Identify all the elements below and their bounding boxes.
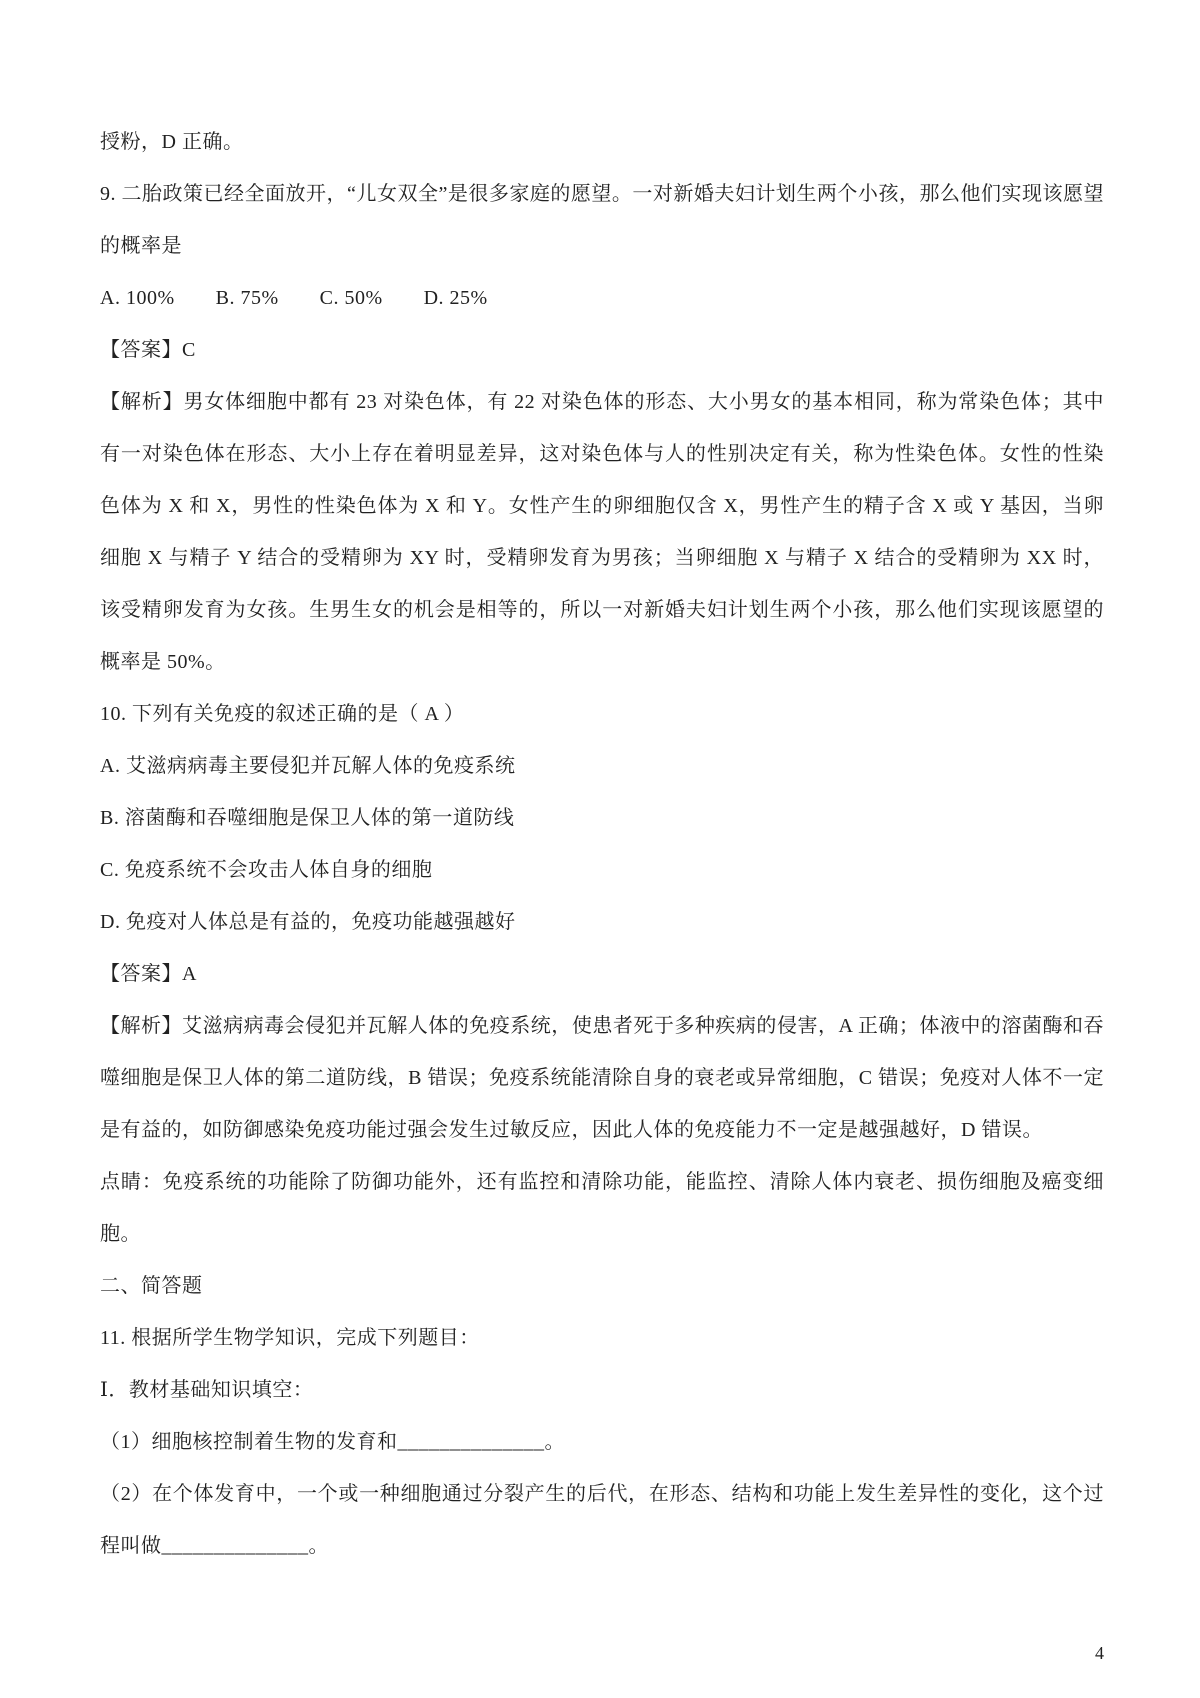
- paragraph-section: 二、简答题: [100, 1275, 203, 1297]
- paragraph-options: A. 艾滋病病毒主要侵犯并瓦解人体的免疫系统: [100, 755, 516, 777]
- paragraph-subsection: Ⅰ．教材基础知识填空：: [100, 1379, 314, 1401]
- paragraph-question: 11. 根据所学生物学知识，完成下列题目：: [100, 1327, 480, 1349]
- paragraph-question: 10. 下列有关免疫的叙述正确的是（ A ）: [100, 703, 465, 725]
- paragraph-analysis: 【解析】男女体细胞中都有 23 对染色体，有 22 对染色体的形态、大小男女的基本相同，称为常染色体；其中有一对染色体在形态、大小上存在着明显差异，这对染色体与人的性别决定有关，称为性染色体。女性的性染色体为 X 和 X，男性的性染色体为 X 和 Y。女性产生的卵细胞仅含 X，男性产生的精子含 X 或 Y 基因，当卵细胞 X 与精子 Y 结合的受精卵为 XY 时，受精卵发育为男孩；当卵细胞 X 与精子 X 结合的受精卵为 XX 时，该受精卵发育为女孩。生男生女的机会是相等的，所以一对新婚夫妇计划生两个小孩，那么他们实现该愿望的概率是 50%。: [100, 391, 1104, 673]
- paragraph-blank-item: （2）在个体发育中，一个或一种细胞通过分裂产生的后代，在形态、结构和功能上发生差异性的变化，这个过程叫做______________。: [100, 1483, 1104, 1557]
- paragraph-answer: 【答案】A: [100, 963, 197, 985]
- document-body: [100, 116, 1104, 1572]
- page-number: 4: [1095, 1643, 1104, 1663]
- paragraph-options: C. 免疫系统不会攻击人体自身的细胞: [100, 859, 433, 881]
- paragraph-answer: 【答案】C: [100, 339, 196, 361]
- paragraph-options: A. 100% B. 75% C. 50% D. 25%: [100, 287, 488, 309]
- paragraph-body: 授粉，D 正确。: [100, 131, 244, 153]
- paragraph-question: 9. 二胎政策已经全面放开，“儿女双全”是很多家庭的愿望。一对新婚夫妇计划生两个小孩，那么他们实现该愿望的概率是: [100, 183, 1104, 257]
- paragraph-options: D. 免疫对人体总是有益的，免疫功能越强越好: [100, 911, 516, 933]
- paragraph-note: 点睛：免疫系统的功能除了防御功能外，还有监控和清除功能，能监控、清除人体内衰老、损伤细胞及癌变细胞。: [100, 1171, 1104, 1245]
- paragraph-options: B. 溶菌酶和吞噬细胞是保卫人体的第一道防线: [100, 807, 515, 829]
- paragraph-blank-item: （1）细胞核控制着生物的发育和______________。: [100, 1431, 565, 1453]
- paragraph-analysis: 【解析】艾滋病病毒会侵犯并瓦解人体的免疫系统，使患者死于多种疾病的侵害，A 正确；体液中的溶菌酶和吞噬细胞是保卫人体的第二道防线，B 错误；免疫系统能清除自身的衰老或异常细胞，C 错误；免疫对人体不一定是有益的，如防御感染免疫功能过强会发生过敏反应，因此人体的免疫能力不一定是越强越好，D 错误。: [100, 1015, 1104, 1141]
